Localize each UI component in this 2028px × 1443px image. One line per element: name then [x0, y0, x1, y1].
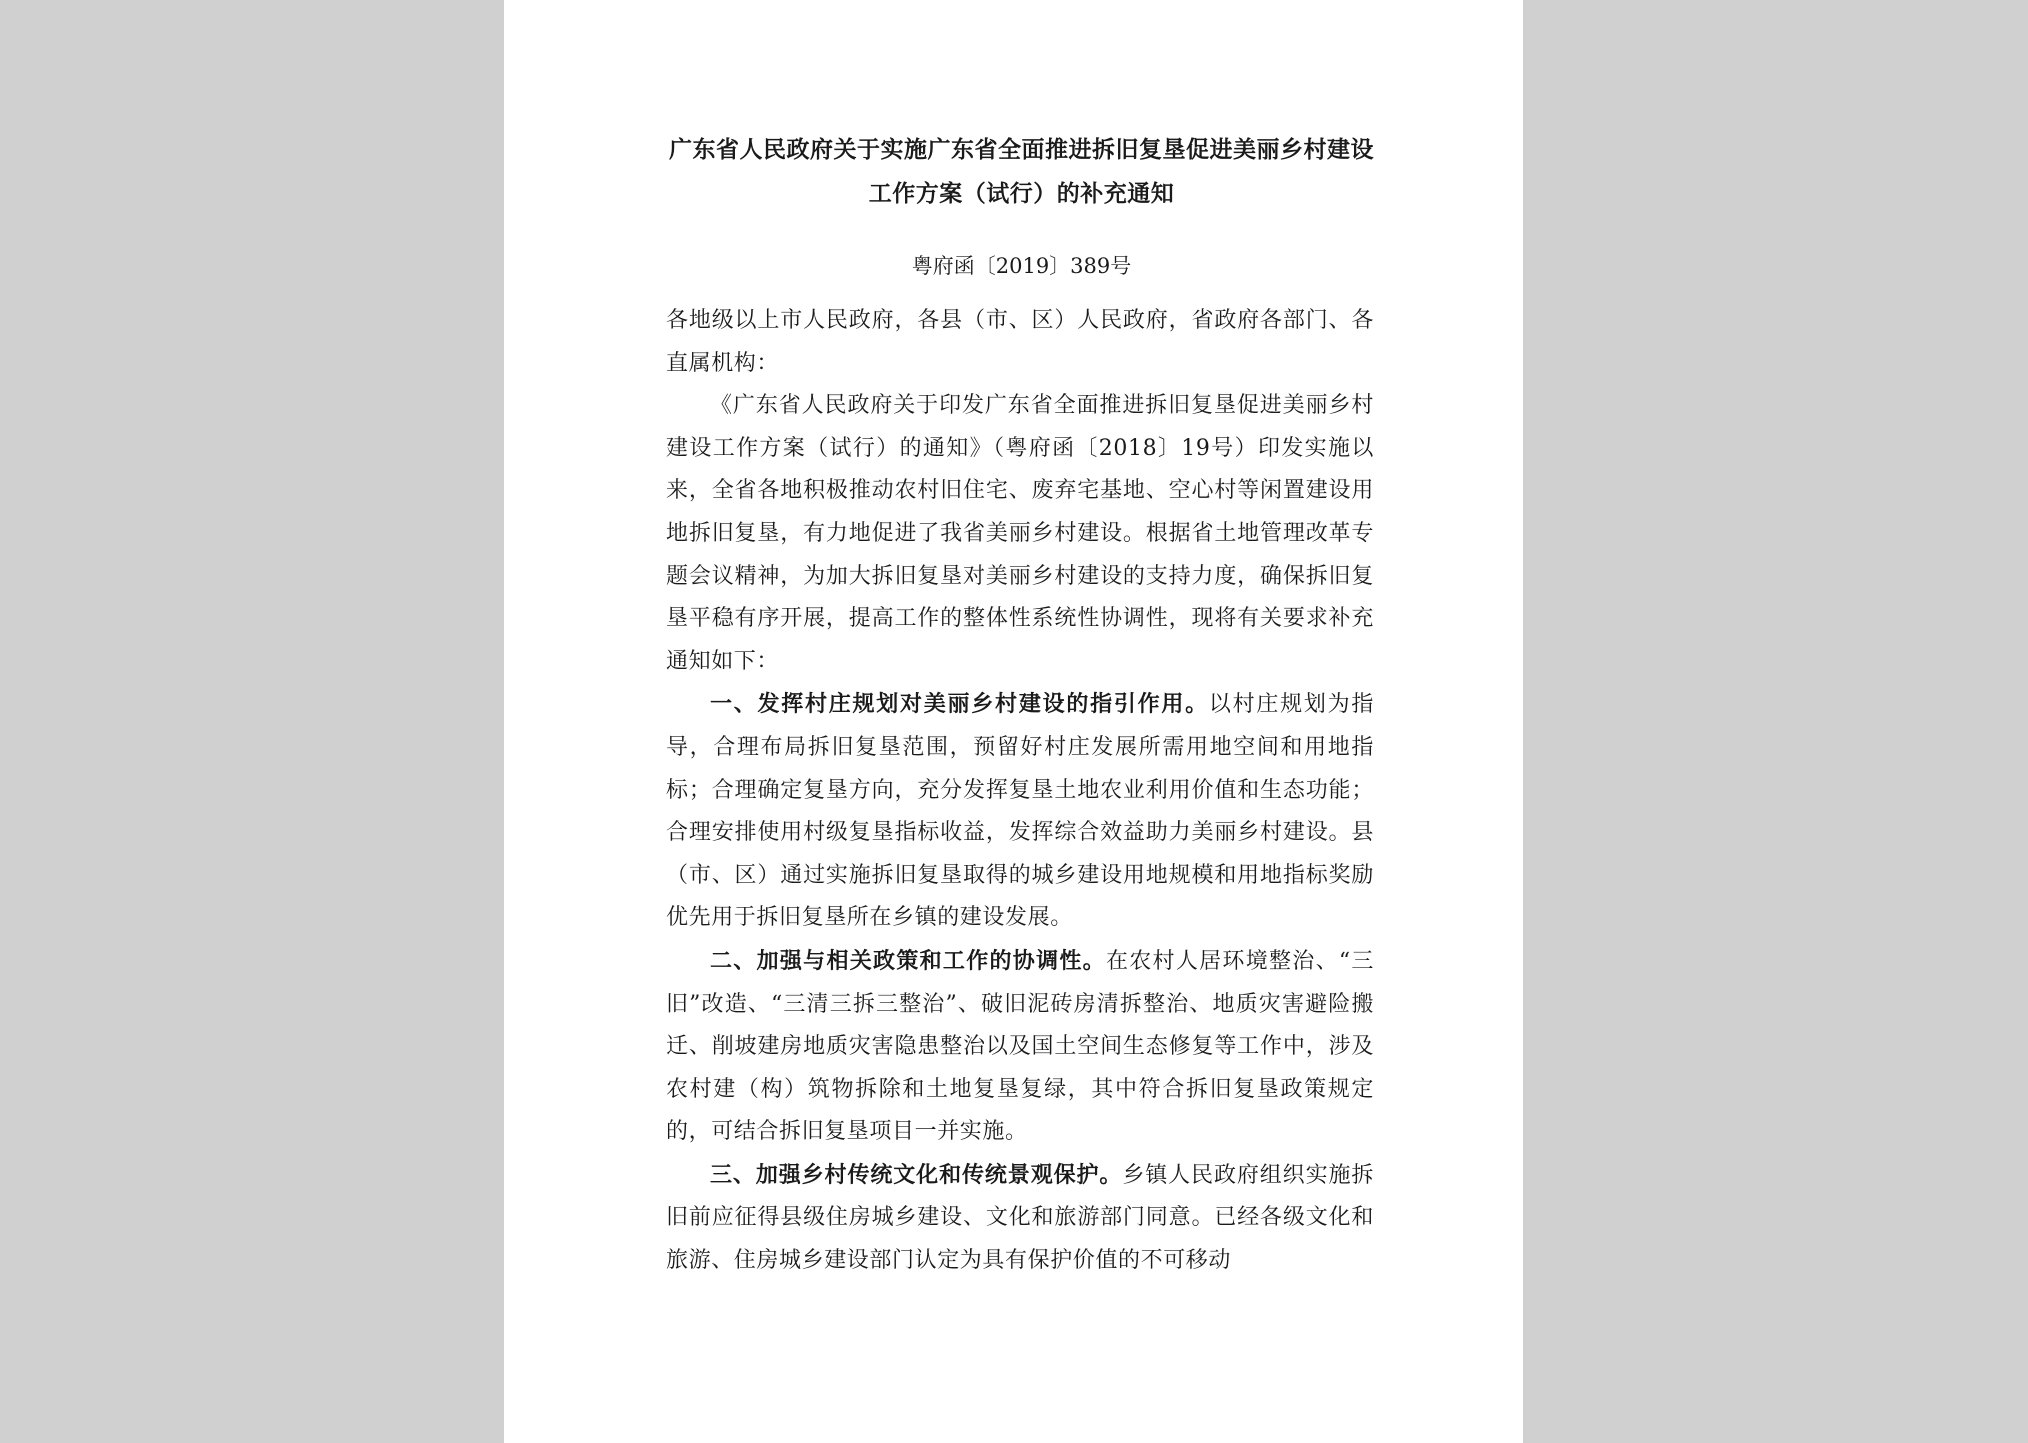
- section-heading-3: 三、加强乡村传统文化和传统景观保护。: [710, 1161, 1123, 1188]
- document-title: 广东省人民政府关于实施广东省全面推进拆旧复垦促进美丽乡村建设工作方案（试行）的补充通知: [669, 136, 1374, 207]
- section-paragraph-2: [666, 940, 1374, 1154]
- section-text-3: 乡镇人民政府组织实施拆旧前应征得县级住房城乡建设、文化和旅游部门同意。已经各级文化和旅游、住房城乡建设部门认定为具有保护价值的不可移动: [666, 1162, 1374, 1274]
- section-heading-2: 二、加强与相关政策和工作的协调性。: [710, 947, 1106, 974]
- intro-paragraph: 《广东省人民政府关于印发广东省全面推进拆旧复垦促进美丽乡村建设工作方案（试行）的通知》（粤府函〔2018〕19号）印发实施以来，全省各地积极推动农村旧住宅、废弃宅基地、空心村等闲置建设用地拆旧复垦，有力地促进了我省美丽乡村建设。根据省土地管理改革专题会议精神，为加大拆旧复垦对美丽乡村建设的支持力度，确保拆旧复垦平稳有序开展，提高工作的整体性系统性协调性，现将有关要求补充通知如下：: [666, 393, 1374, 674]
- section-paragraph-3: [666, 1154, 1374, 1283]
- document-page: [504, 0, 1523, 1443]
- document-body: [666, 300, 1374, 1283]
- section-text-2: 在农村人居环境整治、“三旧”改造、“三清三拆三整治”、破旧泥砖房清拆整治、地质灾害避险搬迁、削坡建房地质灾害隐患整治以及国土空间生态修复等工作中，涉及农村建（构）筑物拆除和土地复垦复绿，其中符合拆旧复垦政策规定的，可结合拆旧复垦项目一并实施。: [666, 948, 1375, 1145]
- section-text-1: 以村庄规划为指导，合理布局拆旧复垦范围，预留好村庄发展所需用地空间和用地指标；合理确定复垦方向，充分发挥复垦土地农业利用价值和生态功能；合理安排使用村级复垦指标收益，发挥综合效益助力美丽乡村建设。县（市、区）通过实施拆旧复垦取得的城乡建设用地规模和用地指标奖励优先用于拆旧复垦所在乡镇的建设发展。: [666, 692, 1374, 931]
- section-heading-1: 一、发挥村庄规划对美丽乡村建设的指引作用。: [710, 691, 1209, 718]
- document-number: 粤府函〔2019〕389号: [911, 254, 1132, 278]
- section-paragraph-1: [666, 683, 1374, 940]
- salutation: 各地级以上市人民政府，各县（市、区）人民政府，省政府各部门、各直属机构：: [666, 308, 1374, 376]
